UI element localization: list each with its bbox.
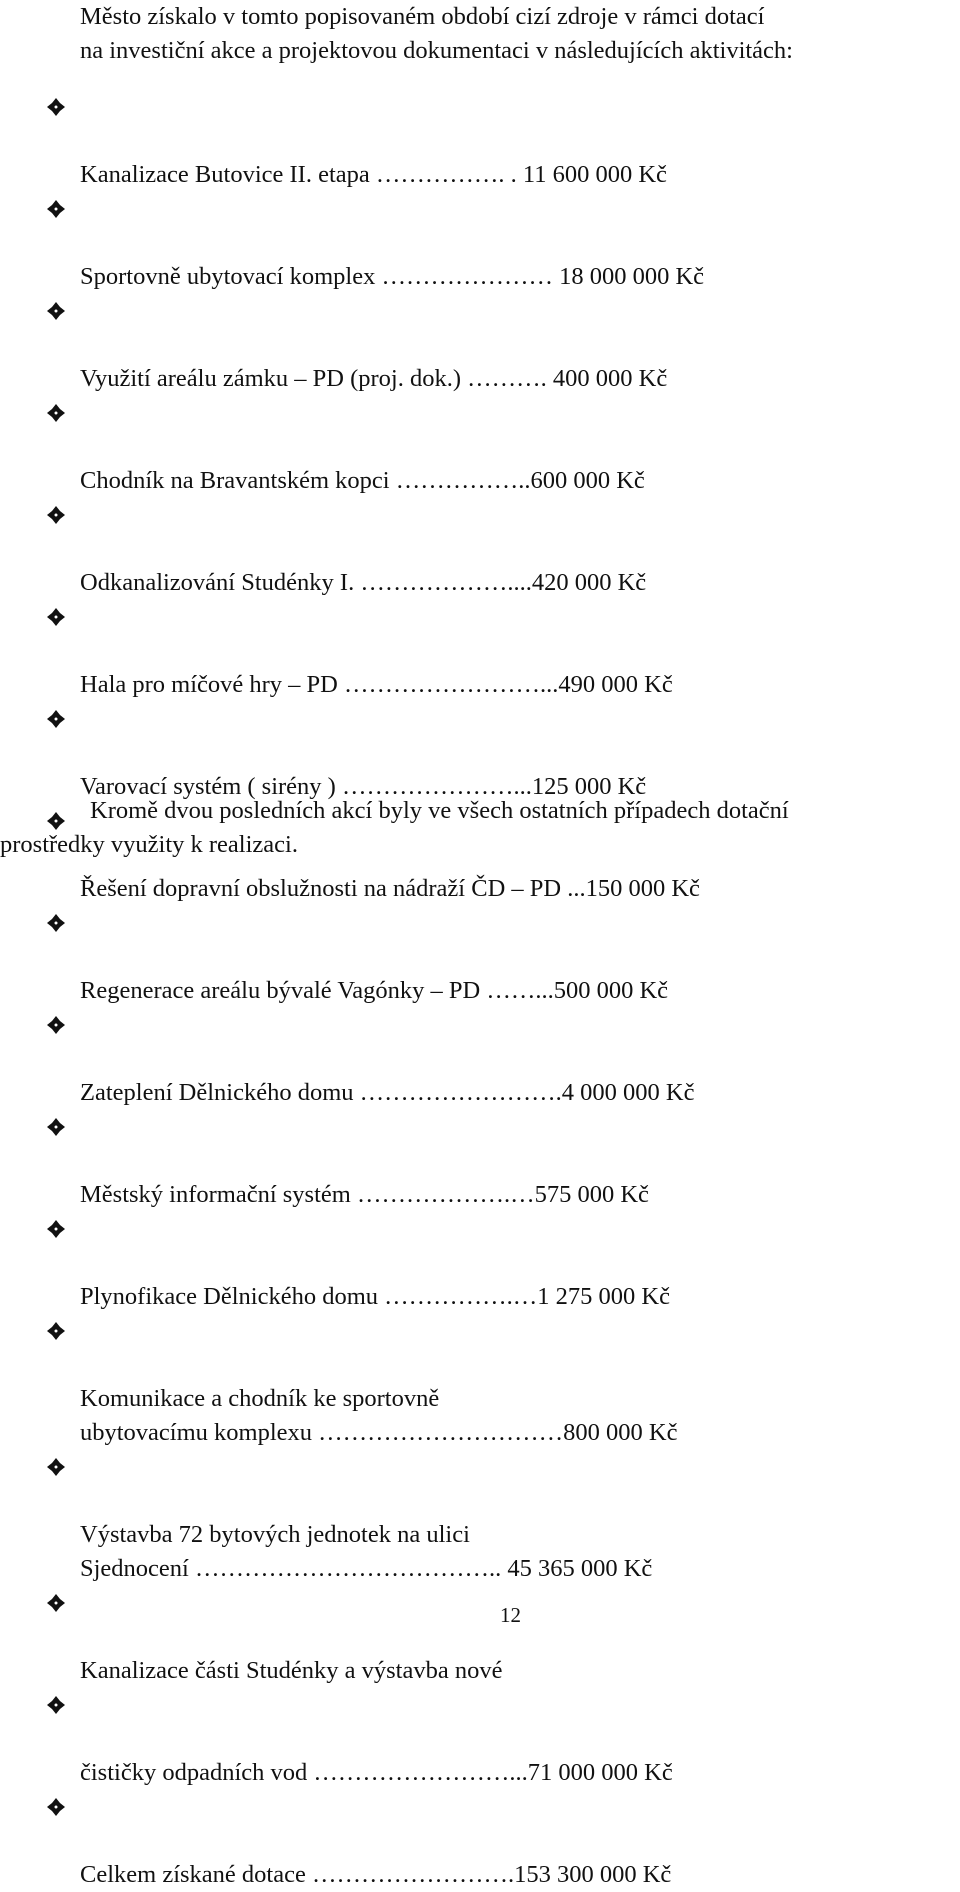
list-item-text: Řešení dopravní obslužnosti na nádraží ČD – PD ...150 000 Kč [80, 875, 700, 902]
list-item-text: čističky odpadních vod ……………………...71 000 000 Kč [80, 1759, 673, 1786]
intro-paragraph: Město získalo v tomto popisovaném období cizí zdroje v rámci dotací na investiční akce a projektovou dokumentaci v následujících aktivitách: [80, 3, 793, 64]
diamond-bullet-icon [46, 1797, 66, 1817]
list-item-text: Sportovně ubytovací komplex ………………… 18 000 000 Kč [80, 263, 705, 290]
list-item [46, 1790, 906, 1892]
diamond-bullet-icon [46, 199, 66, 219]
list-item [46, 1110, 906, 1212]
closing-line-1: Kromě dvou posledních akcí byly ve všech ostatních případech dotační [90, 797, 789, 824]
list-item [46, 1450, 906, 1586]
list-item [46, 90, 906, 192]
diamond-bullet-icon [46, 505, 66, 525]
diamond-bullet-icon [46, 913, 66, 933]
list-item-text: Zateplení Dělnického domu …………………….4 000 000 Kč [80, 1079, 695, 1106]
list-item-text: Využití areálu zámku – PD (proj. dok.) ………. 400 000 Kč [80, 365, 668, 392]
list-item [46, 1008, 906, 1110]
list-item [46, 1212, 906, 1314]
diamond-bullet-icon [46, 709, 66, 729]
list-item [46, 192, 906, 294]
list-item [46, 1688, 906, 1790]
list-item-text: Odkanalizování Studénky I. ………………....420 000 Kč [80, 569, 647, 596]
list-item [46, 600, 906, 702]
diamond-bullet-icon [46, 1015, 66, 1035]
closing-paragraph [0, 794, 960, 862]
list-item [46, 498, 906, 600]
list-item [46, 1586, 906, 1688]
list-item-text: Plynofikace Dělnického domu …………….…1 275 000 Kč [80, 1283, 670, 1310]
list-item [46, 702, 906, 804]
diamond-bullet-icon [46, 301, 66, 321]
list-item-text: Městský informační systém ……………….…575 000 Kč [80, 1181, 649, 1208]
diamond-bullet-icon [46, 1593, 66, 1613]
list-item-text: Hala pro míčové hry – PD ……………………...490 000 Kč [80, 671, 673, 698]
list-item-text: Komunikace a chodník ke sportovně ubytovacímu komplexu …………………………800 000 Kč [80, 1385, 678, 1446]
list-item-text: Varovací systém ( sirény ) …………………...125 000 Kč [80, 773, 647, 800]
list-item [46, 396, 906, 498]
grant-list [46, 90, 906, 1892]
diamond-bullet-icon [46, 1321, 66, 1341]
list-item-text: Chodník na Bravantském kopci ……………..600 000 Kč [80, 467, 645, 494]
diamond-bullet-icon [46, 1457, 66, 1477]
list-item-text: Regenerace areálu bývalé Vagónky – PD ……...500 000 Kč [80, 977, 669, 1004]
diamond-bullet-icon [46, 607, 66, 627]
diamond-bullet-icon [46, 1117, 66, 1137]
diamond-bullet-icon [46, 1219, 66, 1239]
list-item [46, 1314, 906, 1450]
page-number: 12 [500, 1603, 521, 1627]
list-item-text: Výstavba 72 bytových jednotek na ulici Sjednocení ……………………………….. 45 365 000 Kč [80, 1521, 653, 1582]
list-item [46, 906, 906, 1008]
diamond-bullet-icon [46, 1695, 66, 1715]
list-item [46, 294, 906, 396]
list-item-text: Kanalizace Butovice II. etapa ……………. . 11 600 000 Kč [80, 161, 667, 188]
diamond-bullet-icon [46, 97, 66, 117]
list-item-text: Kanalizace části Studénky a výstavba nové [80, 1657, 503, 1684]
list-item-text: Celkem získané dotace …………………….153 300 000 Kč [80, 1861, 672, 1888]
closing-line-2: prostředky využity k realizaci. [0, 831, 298, 858]
diamond-bullet-icon [46, 403, 66, 423]
